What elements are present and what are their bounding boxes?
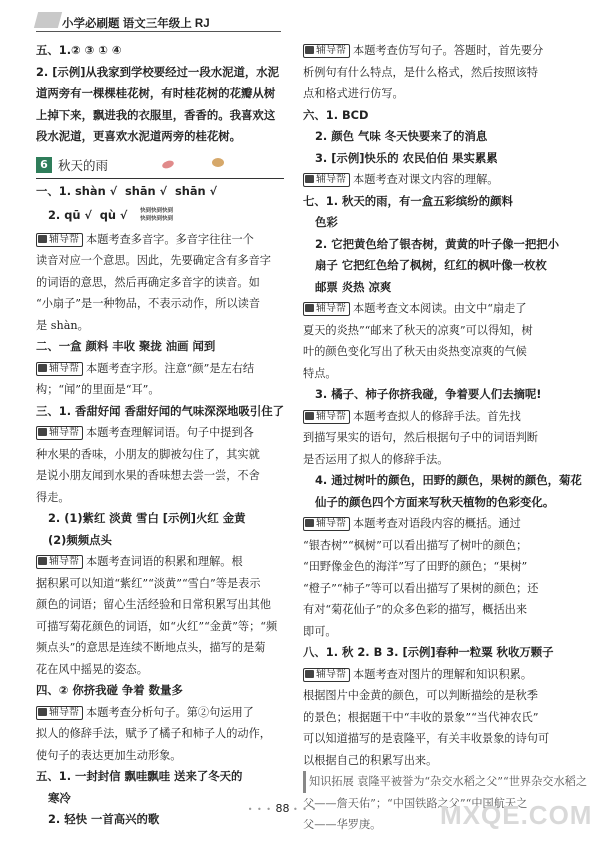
explanation-line: 辅导帮 本题考查拟人的修辞手法。首先找 <box>303 406 553 428</box>
book-icon <box>305 412 314 420</box>
answer-q7-2c: 邮票 炎热 凉爽 <box>315 279 392 294</box>
check-mark-icon: √ <box>84 208 92 222</box>
knowledge-extension-line: 父——华罗庚。 <box>303 818 382 831</box>
explanation-line: 构；“闻”的里面是“耳”。 <box>36 383 160 396</box>
explanation-line: 以根据自己的积累写出来。 <box>303 753 438 767</box>
answer-q5-2-line: 2. [示例]从我家到学校要经过一段水泥道，水泥 <box>36 64 280 79</box>
check-mark-icon: √ <box>120 208 128 222</box>
answer-q6-3: 3. [示例]快乐的 农民伯伯 果实累累 <box>315 150 498 165</box>
answer-q5b-cont: 寒冷 <box>48 790 71 805</box>
left-column <box>36 40 284 831</box>
answer-q3-2b: (2)频频点头 <box>48 532 112 547</box>
answer-q5-2-line: 上掉下来，飘进我的衣服里，香香的。我喜欢这 <box>36 107 276 122</box>
explanation-line: 据积累可以知道“紫红”“淡黄”“雪白”等是表示 <box>36 576 261 590</box>
answer-q7-4: 仙子的颜色四个方面来写秋天植物的色彩变化。 <box>315 494 555 509</box>
answer-q8: 八、1. 秋 2. B 3. [示例]春种一粒粟 秋收万颗子 <box>303 645 554 659</box>
check-mark-icon: √ <box>209 184 217 198</box>
explanation-line: 频点头”的意思是连续不断地点头，描写的是菊 <box>36 641 266 654</box>
explanation-line: 有对“菊花仙子”的众多色彩的描写，概括出来 <box>303 603 528 616</box>
explanation-line: “田野像金色的海洋”写了田野的颜色；“果树” <box>303 560 528 573</box>
explanation-line: 即可。 <box>303 624 337 638</box>
answer-q7-2: 2. 它把黄色给了银杏树，黄黄的叶子像一把把小 <box>315 236 560 251</box>
book-icon <box>305 46 314 54</box>
tutor-tag: 辅导帮 <box>36 555 83 569</box>
explanation-line: 到描写果实的语句，然后根据句子中的词语判断 <box>303 431 538 444</box>
book-icon <box>305 519 314 527</box>
explanation-line: 得走。 <box>36 490 70 504</box>
answer-q7-2b: 扇子 它把红色给了枫树，红红的枫叶像一枚枚 <box>315 258 547 272</box>
tiny-note: 快到快到快到 <box>140 215 174 222</box>
explanation-line: 辅导帮 本题考查对课文内容的理解。 <box>303 169 553 191</box>
explanation-line: 辅导帮 本题考查对语段内容的概括。通过 <box>303 513 553 535</box>
tutor-tag: 辅导帮 <box>303 302 350 316</box>
answer-q2: 二、一盒 颜料 丰收 聚拢 油画 闻到 <box>36 339 216 353</box>
explanation-line: “小扇子”是一种物品，不表示动作，所以读音 <box>36 297 261 310</box>
leaf-decoration-icon <box>161 159 175 170</box>
explanation-line: 叶的颜色变化写出了秋天由炎热变凉爽的气候 <box>303 345 527 358</box>
check-mark-icon: √ <box>159 184 168 198</box>
explanation-line: 辅导帮 本题考查理解词语。句子中提到各 <box>36 422 284 444</box>
explanation-line: 辅导帮 本题考查字形。注意“颜”是左右结 <box>36 358 284 380</box>
tutor-tag: 辅导帮 <box>36 233 83 247</box>
answer-pinyin-1: 一、1. shàn √ shān √ shān √ <box>36 181 284 205</box>
answer-q3: 三、1. 香甜好闻 香甜好闻的气味深深地吸引住了 <box>36 403 284 418</box>
answer-q3-2: 2. (1)紫红 淡黄 雪白 [示例]火红 金黄 <box>48 511 246 525</box>
leaf-decoration-icon <box>212 158 224 167</box>
check-mark-icon: √ <box>109 184 118 198</box>
header-rule <box>36 31 281 32</box>
tutor-tag: 辅导帮 <box>36 426 83 440</box>
explanation-line: 辅导帮 本题考查多音字。多音字往往一个 <box>36 229 284 251</box>
explanation-line: 可描写菊花颜色的词语，如“火红”“金黄”等；“频 <box>36 619 278 633</box>
book-icon <box>305 304 314 312</box>
tutor-tag: 辅导帮 <box>36 362 83 376</box>
book-title: 小学必刷题 语文三年级上 RJ <box>62 18 210 30</box>
answer-q5-2-line: 道两旁有一棵棵桂花树，有时桂花树的花瓣从树 <box>36 86 276 100</box>
knowledge-extension-line: 知识拓展 袁隆平被誉为“杂交水稻之父”“世界杂交水稻之 <box>303 771 553 793</box>
section-header <box>36 152 284 179</box>
explanation-line: “银杏树”“枫树”可以看出描写了树叶的颜色； <box>303 538 528 552</box>
answer-q6: 六、1. BCD <box>303 107 369 122</box>
explanation-line: 种水果的香味，小朋友的脚被勾住了，其实就 <box>36 447 260 461</box>
knowledge-extension-line: 父——詹天佑”；“中国铁路之父”“中国航天之 <box>303 796 528 810</box>
tutor-tag: 辅导帮 <box>303 668 350 682</box>
book-icon <box>38 428 47 436</box>
explanation-line: 辅导帮 本题考查文本阅读。由文中“扇走了 <box>303 298 553 320</box>
page-header <box>0 0 565 30</box>
book-icon <box>38 364 47 372</box>
book-icon <box>305 670 314 678</box>
explanation-line: 是 shàn。 <box>36 318 89 332</box>
page-number: • • • 88 • • • <box>247 802 318 815</box>
answer-q6-2: 2. 颜色 气味 冬天快要来了的消息 <box>315 129 488 143</box>
book-icon <box>38 235 47 243</box>
dots-decoration: • • • <box>247 805 272 814</box>
answer-q4: 四、② 你挤我碰 争着 数量多 <box>36 683 183 697</box>
section-number: 6 <box>36 157 52 173</box>
explanation-line: 夏天的炎热”“邮来了秋天的凉爽”可以得知，树 <box>303 323 533 337</box>
brand-logo-icon <box>34 12 62 28</box>
tutor-tag: 辅导帮 <box>303 173 350 187</box>
right-column <box>303 40 588 836</box>
explanation-line: 特点。 <box>303 366 337 380</box>
explanation-line: 是说小朋友闻到水果的香味想去尝一尝，不舍 <box>36 469 260 482</box>
explanation-line: 的词语的意思，然后再确定多音字的读音。如 <box>36 275 260 289</box>
answer-q5-2-line: 段水泥道，更喜欢水泥道两旁的桂花树。 <box>36 129 242 143</box>
answer-q5: 五、1.② ③ ① ④ <box>36 43 122 57</box>
explanation-line: 的景色；根据题干中“丰收的景象”“当代神农氏” <box>303 710 539 724</box>
tiny-note: 快到快到快到 <box>140 207 174 214</box>
watermark: MXQE.COM <box>440 800 592 830</box>
tutor-tag: 辅导帮 <box>303 410 350 424</box>
dots-decoration: • • • <box>293 805 318 814</box>
tutor-tag: 辅导帮 <box>36 706 83 720</box>
book-icon <box>305 175 314 183</box>
explanation-line: 花在风中摇晃的姿态。 <box>36 662 148 676</box>
tutor-tag: 辅导帮 <box>303 517 350 531</box>
explanation-line: 使句子的表达更加生动形象。 <box>36 748 182 762</box>
answer-pinyin-2: 2. qū √ qù √ 快到快到快到 快到快到快到 <box>36 205 284 229</box>
explanation-line: 颜色的词语；留心生活经验和日常积累写出其他 <box>36 598 271 611</box>
answer-q5b-2: 2. 轻快 一首高兴的歌 <box>48 812 160 826</box>
explanation-line: 可以知道描写的是袁隆平，有关丰收景象的诗句可 <box>303 732 550 745</box>
tutor-tag: 辅导帮 <box>303 44 350 58</box>
answer-q7-1b: 色彩 <box>315 215 338 229</box>
answer-q7-1: 七、1. 秋天的雨，有一盒五彩缤纷的颜料 <box>303 193 513 208</box>
explanation-line: 是否运用了拟人的修辞手法。 <box>303 452 449 466</box>
explanation-line: 辅导帮 本题考查分析句子。第②句运用了 <box>36 702 284 724</box>
book-icon <box>38 557 47 565</box>
answer-q5b: 五、1. 一封封信 飘哇飘哇 送来了冬天的 <box>36 769 243 783</box>
explanation-line: 辅导帮 本题考查词语的积累和理解。根 <box>36 551 284 573</box>
explanation-line: 辅导帮 本题考查对图片的理解和知识积累。 <box>303 664 553 686</box>
book-icon <box>38 708 47 716</box>
explanation-line: 根据图片中金黄的颜色，可以判断描绘的是秋季 <box>303 689 538 702</box>
explanation-line: 读音对应一个意思。因此，先要确定含有多音字 <box>36 254 271 267</box>
section-title: 秋天的雨 <box>58 157 109 173</box>
explanation-line: 析例句有什么特点，是什么格式，然后按照该特 <box>303 65 538 79</box>
answer-q7-4: 4. 通过树叶的颜色，田野的颜色，果树的颜色，菊花 <box>315 473 582 487</box>
explanation-line: “橙子”“柿子”等可以看出描写了果树的颜色；还 <box>303 581 539 595</box>
answer-q7-3: 3. 橘子、柿子你挤我碰，争着要人们去摘呢! <box>315 387 542 401</box>
explanation-line: 拟人的修辞手法，赋予了橘子和柿子人的动作， <box>36 727 271 740</box>
explanation-line: 点和格式进行仿写。 <box>303 87 404 100</box>
explanation-line: 辅导帮 本题考查仿写句子。答题时，首先要分 <box>303 40 553 62</box>
